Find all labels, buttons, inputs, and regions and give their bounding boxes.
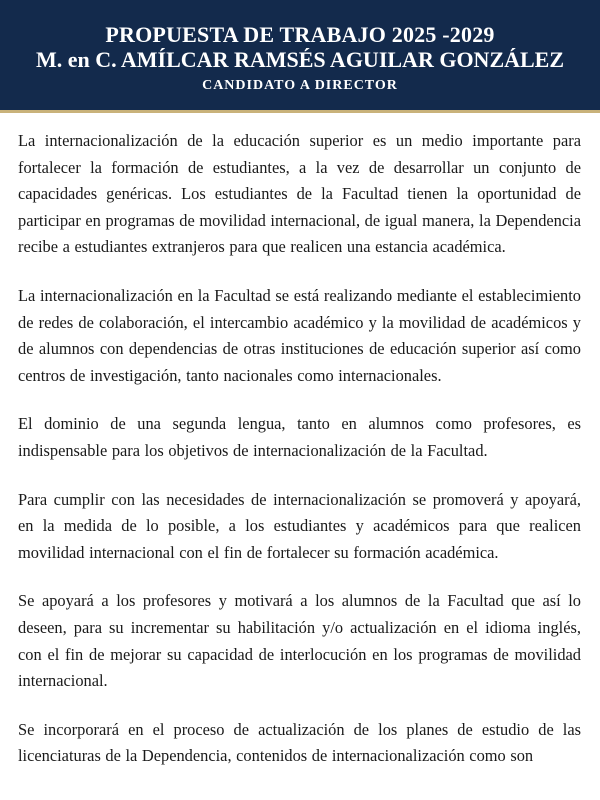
paragraph-2: La internacionalización en la Facultad se está realizando mediante el establecimiento de redes de colaboración, el intercambio académico y la movilidad de académicos y de alumnos con dependencias de otras instituciones de educación superior así como centros de investigación, tanto nacionales como internacionales. xyxy=(18,285,581,385)
paragraph-4: Para cumplir con las necesidades de internacionalización se promoverá y apoyará, en la medida de lo posible, a los estudiantes y académicos para que realicen movilidad internacional con el fin de fortalecer su formación académica. xyxy=(18,489,581,562)
document-body xyxy=(18,128,581,792)
paragraph-3: El dominio de una segunda lengua, tanto en alumnos como profesores, es indispensable para los objetivos de internacionalización de la Facultad. xyxy=(18,414,581,460)
paragraph-5: Se apoyará a los profesores y motivará a los alumnos de la Facultad que así lo deseen, para su incrementar su habilitación y/o actualización en el idioma inglés, con el fin de mejorar su capacidad de interlocución en los programas de movilidad internacional. xyxy=(18,591,581,691)
candidate-role: CANDIDATO A DIRECTOR xyxy=(202,78,398,93)
document-title: PROPUESTA DE TRABAJO 2025 -2029 xyxy=(105,22,495,47)
paragraph-6: Se incorporará en el proceso de actualización de los planes de estudio de las licenciaturas de la Dependencia, contenidos de internacionalización como son xyxy=(18,719,581,766)
paragraph-1: La internacionalización de la educación superior es un medio importante para fortalecer la formación de estudiantes, a la vez de desarrollar un conjunto de capacidades genéricas. Los estudiantes de la Facultad tienen la oportunidad de participar en programas de movilidad internacional, de igual manera, la Dependencia recibe a estudiantes extranjeros para que realicen una estancia académica. xyxy=(18,131,581,257)
candidate-name: M. en C. AMÍLCAR RAMSÉS AGUILAR GONZÁLEZ xyxy=(35,47,565,72)
header-banner xyxy=(0,0,600,113)
